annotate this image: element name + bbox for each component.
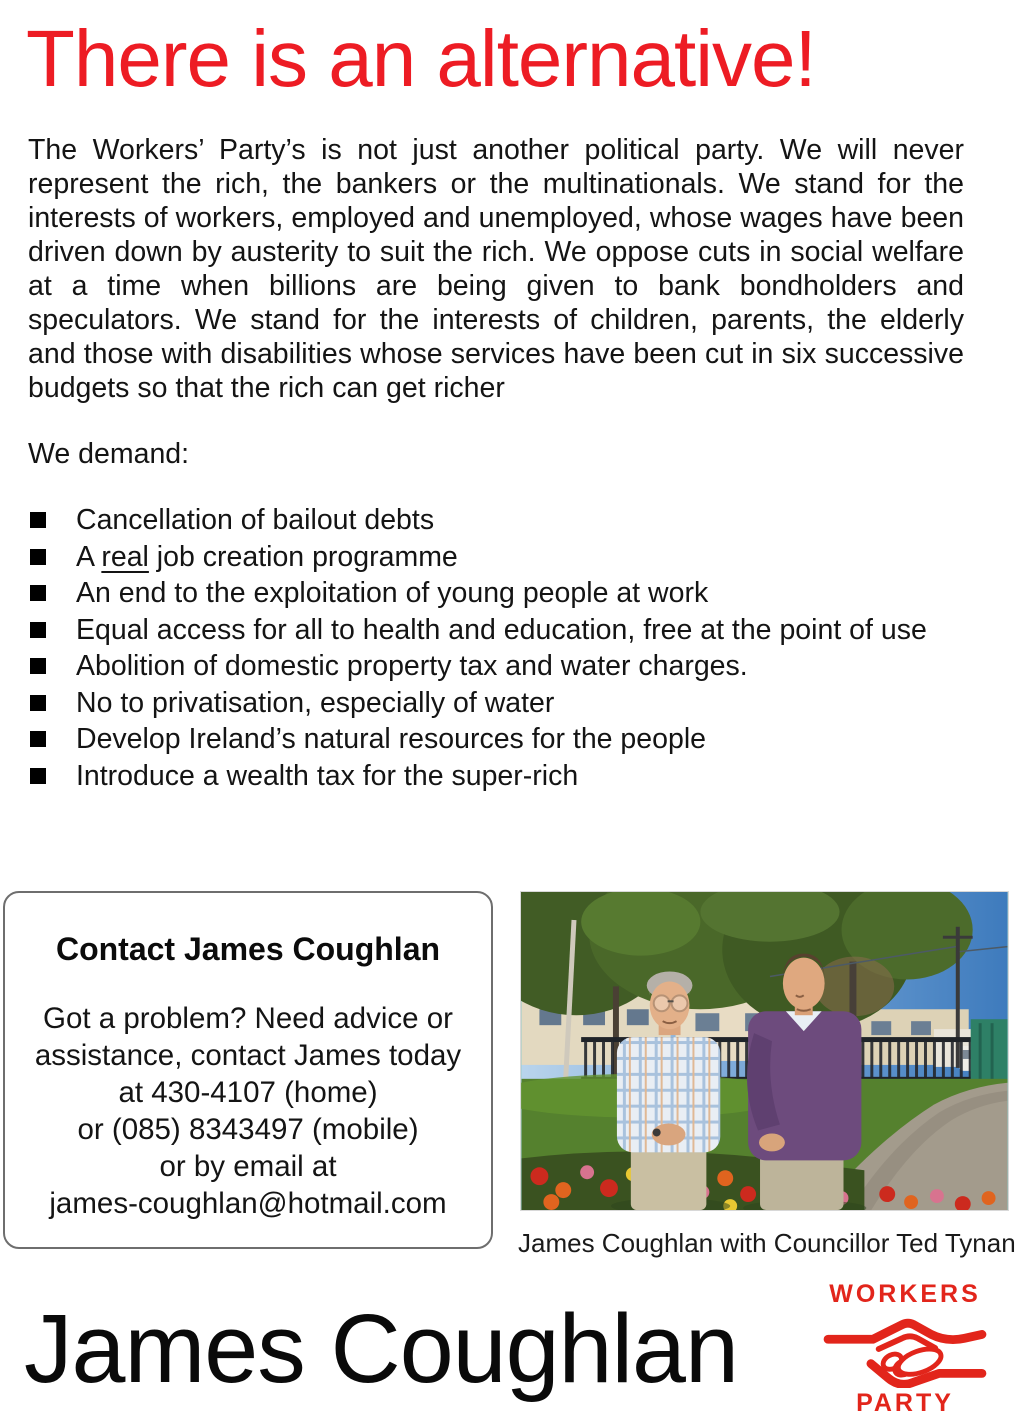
two-men-talking-outdoors-photo <box>521 892 1008 1210</box>
campaign-photo <box>520 891 1009 1211</box>
candidate-name: James Coughlan <box>24 1294 738 1403</box>
square-bullet-icon <box>30 549 46 565</box>
logo-workers-text: WORKERS <box>829 1280 981 1308</box>
party-logo <box>800 1280 1010 1418</box>
demand-text: Develop Ireland’s natural resources for the people <box>76 723 707 755</box>
logo-party-text: PARTY <box>856 1389 954 1417</box>
page-title: There is an alternative! <box>26 14 816 103</box>
demands-list <box>30 502 980 794</box>
square-bullet-icon <box>30 731 46 747</box>
demands-heading: We demand: <box>28 438 190 470</box>
intro-paragraph: The Workers’ Party’s is not just another political party. We will never represent the rich, the bankers or the multinationals. We stand for the interests of workers, employed and unemployed, whose wages have been driven down by austerity to suit the rich. We oppose cuts in social welfare at a time when billions are being given to bank bondholders and speculators. We stand for the interests of children, parents, the elderly and those with disabilities whose services have been cut in six successive budgets so that the rich can get richer <box>28 134 964 404</box>
demand-text: No to privatisation, especially of water <box>76 686 555 719</box>
contact-phone-mobile: or (085) 8343497 (mobile) <box>77 1113 419 1146</box>
demand-text: An end to the exploitation of young people at work <box>76 577 709 609</box>
demand-text: Cancellation of bailout debts <box>76 504 435 536</box>
demand-text: Introduce a wealth tax for the super-rich <box>76 759 579 792</box>
square-bullet-icon <box>30 658 46 674</box>
handshake-icon <box>810 1312 1000 1388</box>
contact-email-intro: or by email at <box>159 1150 337 1183</box>
square-bullet-icon <box>30 512 46 528</box>
demand-text: Equal access for all to health and education, free at the point of use <box>76 613 927 646</box>
contact-email: james-coughlan@hotmail.com <box>49 1187 447 1220</box>
demand-item <box>30 612 980 649</box>
square-bullet-icon <box>30 622 46 638</box>
contact-message: Got a problem? Need advice or assistance, contact James today <box>34 1002 462 1072</box>
photo-caption: James Coughlan with Councillor Ted Tynan <box>518 1228 1016 1258</box>
contact-phone-home: at 430-4107 (home) <box>118 1076 378 1109</box>
demand-item <box>30 539 980 576</box>
demand-item <box>30 721 980 758</box>
contact-heading: Contact James Coughlan <box>55 931 441 967</box>
demand-text: Abolition of domestic property tax and water charges. <box>76 650 748 682</box>
demand-item <box>30 648 980 685</box>
demand-item <box>30 502 980 539</box>
demand-text: A real job creation programme <box>76 540 458 573</box>
contact-card <box>3 891 493 1249</box>
demand-item <box>30 758 980 795</box>
square-bullet-icon <box>30 768 46 784</box>
square-bullet-icon <box>30 695 46 711</box>
demand-item <box>30 685 980 722</box>
square-bullet-icon <box>30 585 46 601</box>
underlined-word: real <box>101 540 149 573</box>
demand-item <box>30 575 980 612</box>
